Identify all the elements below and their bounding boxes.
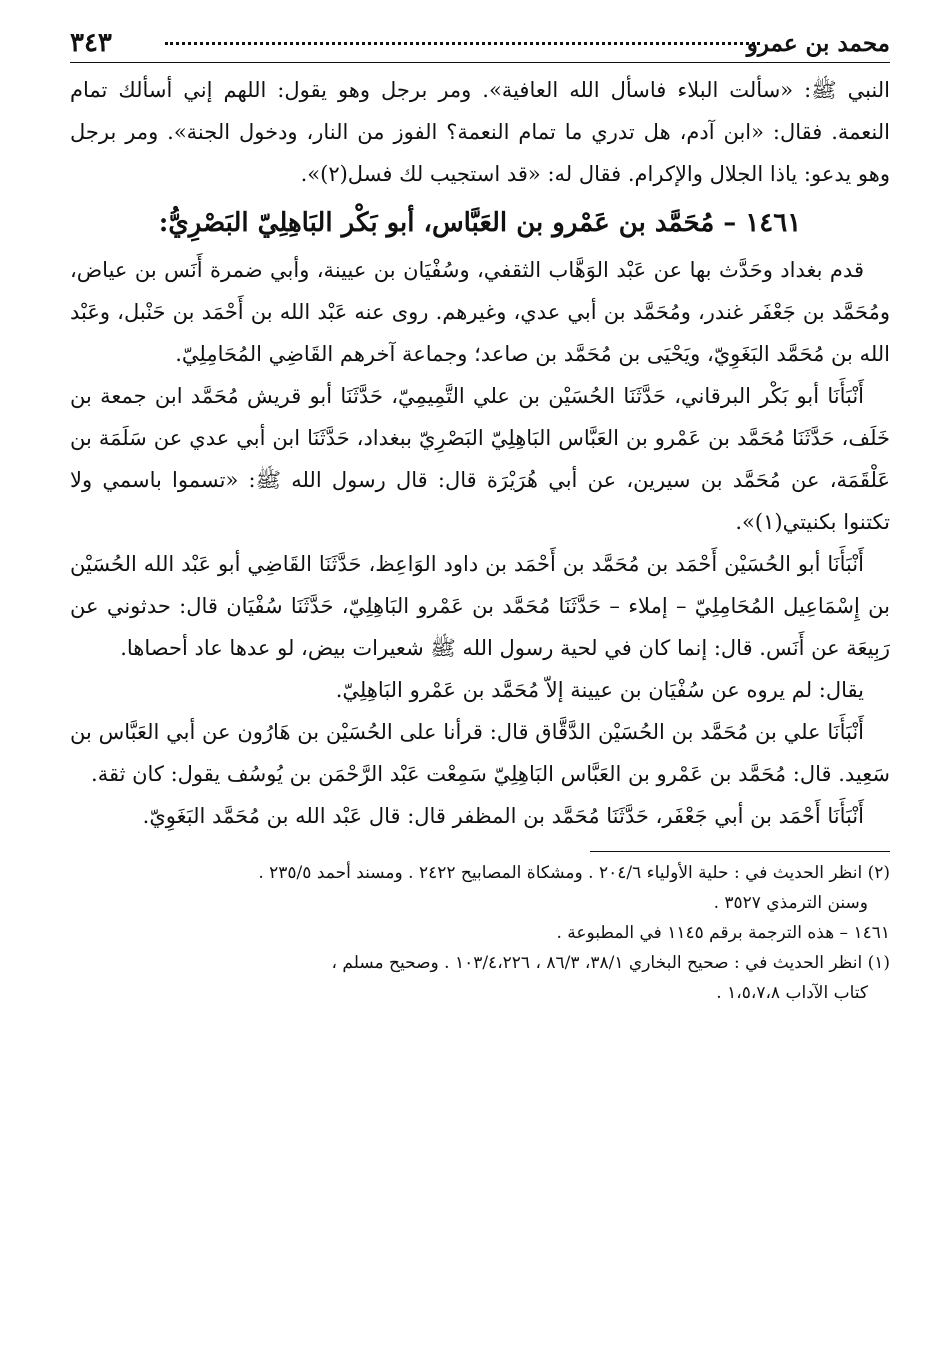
footnotes [70,858,890,1008]
running-header [70,28,890,63]
hadith-paragraph: أَنْبَأَنَا أبو بَكْر البرقاني، حَدَّثَنَا الحُسَيْن بن علي التَّمِيمِيّ، حَدَّثَنَا أبو قريش مُحَمَّد ابن جمعة بن خَلَف، حَدَّثَنَا مُحَمَّد بن عَمْرو بن العَبَّاس البَاهِلِيّ البَصْرِيّ ببغداد، حَدَّثَنَا ابن أبي عدي عن سَلَمَة بن عَلْقَمَة، عن مُحَمَّد بن سيرين، عن أبي هُرَيْرَة قال: قال رسول الله ﷺ: «تسموا باسمي ولا تكتنوا بكنيتي(١)». [70,384,890,534]
report-paragraph: أَنْبَأَنَا علي بن مُحَمَّد بن الحُسَيْن الدَّقَّاق قال: قرأنا على الحُسَيْن بن هَارُون عن أبي العَبَّاس بن سَعِيد. قال: مُحَمَّد بن عَمْرو بن العَبَّاس البَاهِلِيّ سَمِعْت عَبْد الرَّحْمَن بن يُوسُف يقول: كان ثقة. [70,720,890,786]
biography-heading: ١٤٦١ – مُحَمَّد بن عَمْرو بن العَبَّاس، أبو بَكْر البَاهِلِيّ البَصْرِيُّ: [158,208,802,238]
footnote-1-continued: كتاب الآداب ١،٥،٧،٨ . [716,983,868,1003]
note-paragraph: يقال: لم يروه عن سُفْيَان بن عيينة إلاّ مُحَمَّد بن عَمْرو البَاهِلِيّ. [335,678,864,702]
hadith-paragraph: أَنْبَأَنَا أبو الحُسَيْن أَحْمَد بن مُحَمَّد بن أَحْمَد بن داود الوَاعِظ، حَدَّثَنَا القَاضِي أبو عَبْد الله الحُسَيْن بن إِسْمَاعِيل المُحَامِلِيّ – إملاء – حَدَّثَنَا مُحَمَّد بن عَمْرو البَاهِلِيّ، حَدَّثَنَا سُفْيَان قال: حدثوني عن رَبِيعَة عن أَنَس. قال: إنما كان في لحية رسول الله ﷺ شعيرات بيض، لو عدها عاد أحصاها. [70,552,890,660]
report-paragraph: أَنْبَأَنَا أَحْمَد بن أبي جَعْفَر، حَدَّثَنَا مُحَمَّد بن المظفر قال: قال عَبْد الله بن مُحَمَّد البَغَوِيّ. [142,804,864,828]
footnote-1: (١) انظر الحديث في : صحيح البخاري ٣٨/١، ٨٦/٣ ، ١٠٣/٤،٢٢٦ . وصحيح مسلم ، [331,953,890,973]
footnote-biography: ١٤٦١ – هذه الترجمة برقم ١١٤٥ في المطبوعة . [556,923,890,943]
biography-paragraph: قدم بغداد وحَدَّث بها عن عَبْد الوَهَّاب الثقفي، وسُفْيَان بن عيينة، وأبي ضمرة أَنَس بن عياض، ومُحَمَّد بن جَعْفَر غندر، ومُحَمَّد بن أبي عدي، وغيرهم. روى عنه عَبْد الله بن أَحْمَد بن حَنْبل، وعَبْد الله بن مُحَمَّد البَغَوِيّ، ويَحْيَى بن مُحَمَّد بن صاعد؛ وجماعة آخرهم القَاضِي المُحَامِلِيّ. [70,258,890,366]
footnote-2-continued: وسنن الترمذي ٣٥٢٧ . [713,893,868,913]
page-number: ٣٤٣ [70,28,112,58]
intro-paragraph: النبي ﷺ: «سألت البلاء فاسأل الله العافية». ومر برجل وهو يقول: اللهم إني أسألك تمام النعمة. فقال: «ابن آدم، هل تدري ما تمام النعمة؟ الفوز من النار، ودخول الجنة». ومر برجل وهو يدعو: ياذا الجلال والإكرام. فقال له: «قد استجيب لك فسل(٢)». [70,78,890,186]
dot-leader [165,42,760,45]
main-text [70,69,890,837]
book-page [70,28,890,1348]
footnote-divider [590,851,890,852]
running-title: محمد بن عمرو [746,30,890,57]
footnote-2: (٢) انظر الحديث في : حلية الأولياء ٢٠٤/٦ . ومشكاة المصابيح ٢٤٢٢ . ومسند أحمد ٢٣٥/٥ . [258,863,890,883]
